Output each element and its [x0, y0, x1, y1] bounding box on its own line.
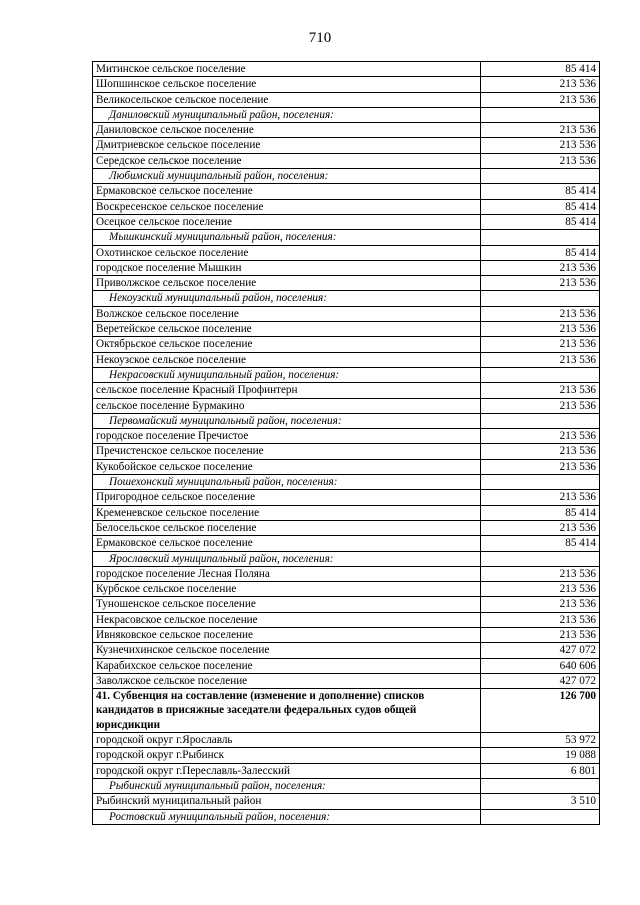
amount-cell: 213 536 — [481, 597, 600, 612]
amount-cell: 213 536 — [481, 260, 600, 275]
settlement-name: городской округ г.Рыбинск — [93, 748, 481, 763]
subvention-row — [93, 689, 600, 733]
settlement-name: Карабихское сельское поселение — [93, 658, 481, 673]
table-row — [93, 597, 600, 612]
settlement-name: 41. Субвенция на составление (изменение и дополнение) списков кандидатов в присяжные заседатели федеральных судов общей юрисдикции — [93, 689, 481, 733]
table-body — [93, 62, 600, 825]
settlement-name: Октябрьское сельское поселение — [93, 337, 481, 352]
amount-cell: 213 536 — [481, 612, 600, 627]
amount-cell — [481, 475, 600, 490]
amount-cell: 427 072 — [481, 673, 600, 688]
settlement-name: Волжское сельское поселение — [93, 306, 481, 321]
settlement-name: городское поселение Мышкин — [93, 260, 481, 275]
amount-cell — [481, 413, 600, 428]
amount-cell: 213 536 — [481, 77, 600, 92]
settlement-name: Пречистенское сельское поселение — [93, 444, 481, 459]
amount-cell: 213 536 — [481, 123, 600, 138]
table-row — [93, 77, 600, 92]
amount-cell: 640 606 — [481, 658, 600, 673]
amount-cell: 126 700 — [481, 689, 600, 733]
settlement-name: Дмитриевское сельское поселение — [93, 138, 481, 153]
amount-cell — [481, 169, 600, 184]
table-row — [93, 276, 600, 291]
amount-cell: 213 536 — [481, 566, 600, 581]
table-row — [93, 337, 600, 352]
amount-cell: 213 536 — [481, 306, 600, 321]
table-row — [93, 505, 600, 520]
settlement-name: Шопшинское сельское поселение — [93, 77, 481, 92]
table-row — [93, 459, 600, 474]
settlement-name: городское поселение Пречистое — [93, 429, 481, 444]
amount-cell: 85 414 — [481, 214, 600, 229]
table-row — [93, 398, 600, 413]
district-header-label: Рыбинский муниципальный район, поселения: — [93, 778, 481, 793]
district-header-label: Некоузский муниципальный район, поселения: — [93, 291, 481, 306]
table-row — [93, 490, 600, 505]
settlement-name: Охотинское сельское поселение — [93, 245, 481, 260]
amount-cell — [481, 809, 600, 824]
district-header-row — [93, 367, 600, 382]
amount-cell: 19 088 — [481, 748, 600, 763]
table-row — [93, 184, 600, 199]
district-header-row — [93, 413, 600, 428]
settlement-name: Кременевское сельское поселение — [93, 505, 481, 520]
table-row — [93, 520, 600, 535]
settlement-name: Некрасовское сельское поселение — [93, 612, 481, 627]
amount-cell: 85 414 — [481, 245, 600, 260]
table-row — [93, 153, 600, 168]
settlement-name: сельское поселение Бурмакино — [93, 398, 481, 413]
amount-cell: 213 536 — [481, 398, 600, 413]
settlement-name: Кукобойское сельское поселение — [93, 459, 481, 474]
amount-cell: 213 536 — [481, 92, 600, 107]
district-header-row — [93, 107, 600, 122]
table-row — [93, 245, 600, 260]
amount-cell: 213 536 — [481, 153, 600, 168]
table-row — [93, 62, 600, 77]
settlement-name: Белосельское сельское поселение — [93, 520, 481, 535]
settlement-name: Некоузское сельское поселение — [93, 352, 481, 367]
table-row — [93, 214, 600, 229]
table-row — [93, 612, 600, 627]
table-row — [93, 733, 600, 748]
district-header-label: Мышкинский муниципальный район, поселения: — [93, 230, 481, 245]
district-header-row — [93, 809, 600, 824]
settlement-name: городской округ г.Переславль-Залесский — [93, 763, 481, 778]
table-row — [93, 92, 600, 107]
amount-cell — [481, 230, 600, 245]
table-row — [93, 123, 600, 138]
district-header-row — [93, 551, 600, 566]
amount-cell: 213 536 — [481, 520, 600, 535]
district-header-label: Пошехонский муниципальный район, поселения: — [93, 475, 481, 490]
settlement-name: Середское сельское поселение — [93, 153, 481, 168]
settlement-name: Приволжское сельское поселение — [93, 276, 481, 291]
district-header-label: Ярославский муниципальный район, поселения: — [93, 551, 481, 566]
settlement-name: Ивняковское сельское поселение — [93, 627, 481, 642]
amount-cell: 213 536 — [481, 429, 600, 444]
table-row — [93, 260, 600, 275]
table-row — [93, 748, 600, 763]
district-header-row — [93, 230, 600, 245]
amount-cell: 213 536 — [481, 337, 600, 352]
table-row — [93, 306, 600, 321]
amount-cell: 213 536 — [481, 490, 600, 505]
amount-cell: 213 536 — [481, 444, 600, 459]
table-row — [93, 444, 600, 459]
district-header-label: Ростовский муниципальный район, поселения: — [93, 809, 481, 824]
settlement-name: Ермаковское сельское поселение — [93, 536, 481, 551]
table-row — [93, 582, 600, 597]
amount-cell: 213 536 — [481, 352, 600, 367]
amount-cell: 213 536 — [481, 138, 600, 153]
settlement-name: городское поселение Лесная Поляна — [93, 566, 481, 581]
settlement-name: Заволжское сельское поселение — [93, 673, 481, 688]
settlement-name: Рыбинский муниципальный район — [93, 794, 481, 809]
table-row — [93, 536, 600, 551]
table-row — [93, 566, 600, 581]
settlement-name: Веретейское сельское поселение — [93, 322, 481, 337]
settlement-name: Великосельское сельское поселение — [93, 92, 481, 107]
settlement-name: Пригородное сельское поселение — [93, 490, 481, 505]
amount-cell: 85 414 — [481, 184, 600, 199]
amount-cell: 85 414 — [481, 505, 600, 520]
table-row — [93, 429, 600, 444]
table-row — [93, 138, 600, 153]
district-header-row — [93, 475, 600, 490]
amount-cell — [481, 778, 600, 793]
amount-cell: 85 414 — [481, 199, 600, 214]
amount-cell — [481, 107, 600, 122]
table-row — [93, 763, 600, 778]
district-header-row — [93, 169, 600, 184]
settlement-name: сельское поселение Красный Профинтерн — [93, 383, 481, 398]
amount-cell: 427 072 — [481, 643, 600, 658]
table-row — [93, 673, 600, 688]
settlement-name: Ермаковское сельское поселение — [93, 184, 481, 199]
district-header-row — [93, 291, 600, 306]
amount-cell — [481, 551, 600, 566]
settlement-name: Даниловское сельское поселение — [93, 123, 481, 138]
amount-cell — [481, 367, 600, 382]
table-row — [93, 658, 600, 673]
table-row — [93, 322, 600, 337]
settlement-name: Митинское сельское поселение — [93, 62, 481, 77]
table-row — [93, 383, 600, 398]
district-header-label: Даниловский муниципальный район, поселения: — [93, 107, 481, 122]
amount-cell: 6 801 — [481, 763, 600, 778]
amount-cell: 213 536 — [481, 322, 600, 337]
amount-cell: 85 414 — [481, 536, 600, 551]
table-row — [93, 643, 600, 658]
amount-cell: 213 536 — [481, 276, 600, 291]
amount-cell: 3 510 — [481, 794, 600, 809]
settlement-name: городской округ г.Ярославль — [93, 733, 481, 748]
amount-cell: 53 972 — [481, 733, 600, 748]
district-header-label: Любимский муниципальный район, поселения: — [93, 169, 481, 184]
amount-cell: 85 414 — [481, 62, 600, 77]
district-header-row — [93, 778, 600, 793]
table-row — [93, 627, 600, 642]
table-row — [93, 199, 600, 214]
district-header-label: Первомайский муниципальный район, поселения: — [93, 413, 481, 428]
amount-cell: 213 536 — [481, 582, 600, 597]
amount-cell: 213 536 — [481, 459, 600, 474]
amount-cell — [481, 291, 600, 306]
settlement-name: Воскресенское сельское поселение — [93, 199, 481, 214]
district-header-label: Некрасовский муниципальный район, поселения: — [93, 367, 481, 382]
settlement-name: Кузнечихинское сельское поселение — [93, 643, 481, 658]
amount-cell: 213 536 — [481, 627, 600, 642]
table-row — [93, 352, 600, 367]
budget-table — [92, 61, 600, 825]
settlement-name: Туношенское сельское поселение — [93, 597, 481, 612]
settlement-name: Курбское сельское поселение — [93, 582, 481, 597]
table-row — [93, 794, 600, 809]
page-number: 710 — [308, 30, 332, 46]
settlement-name: Осецкое сельское поселение — [93, 214, 481, 229]
amount-cell: 213 536 — [481, 383, 600, 398]
